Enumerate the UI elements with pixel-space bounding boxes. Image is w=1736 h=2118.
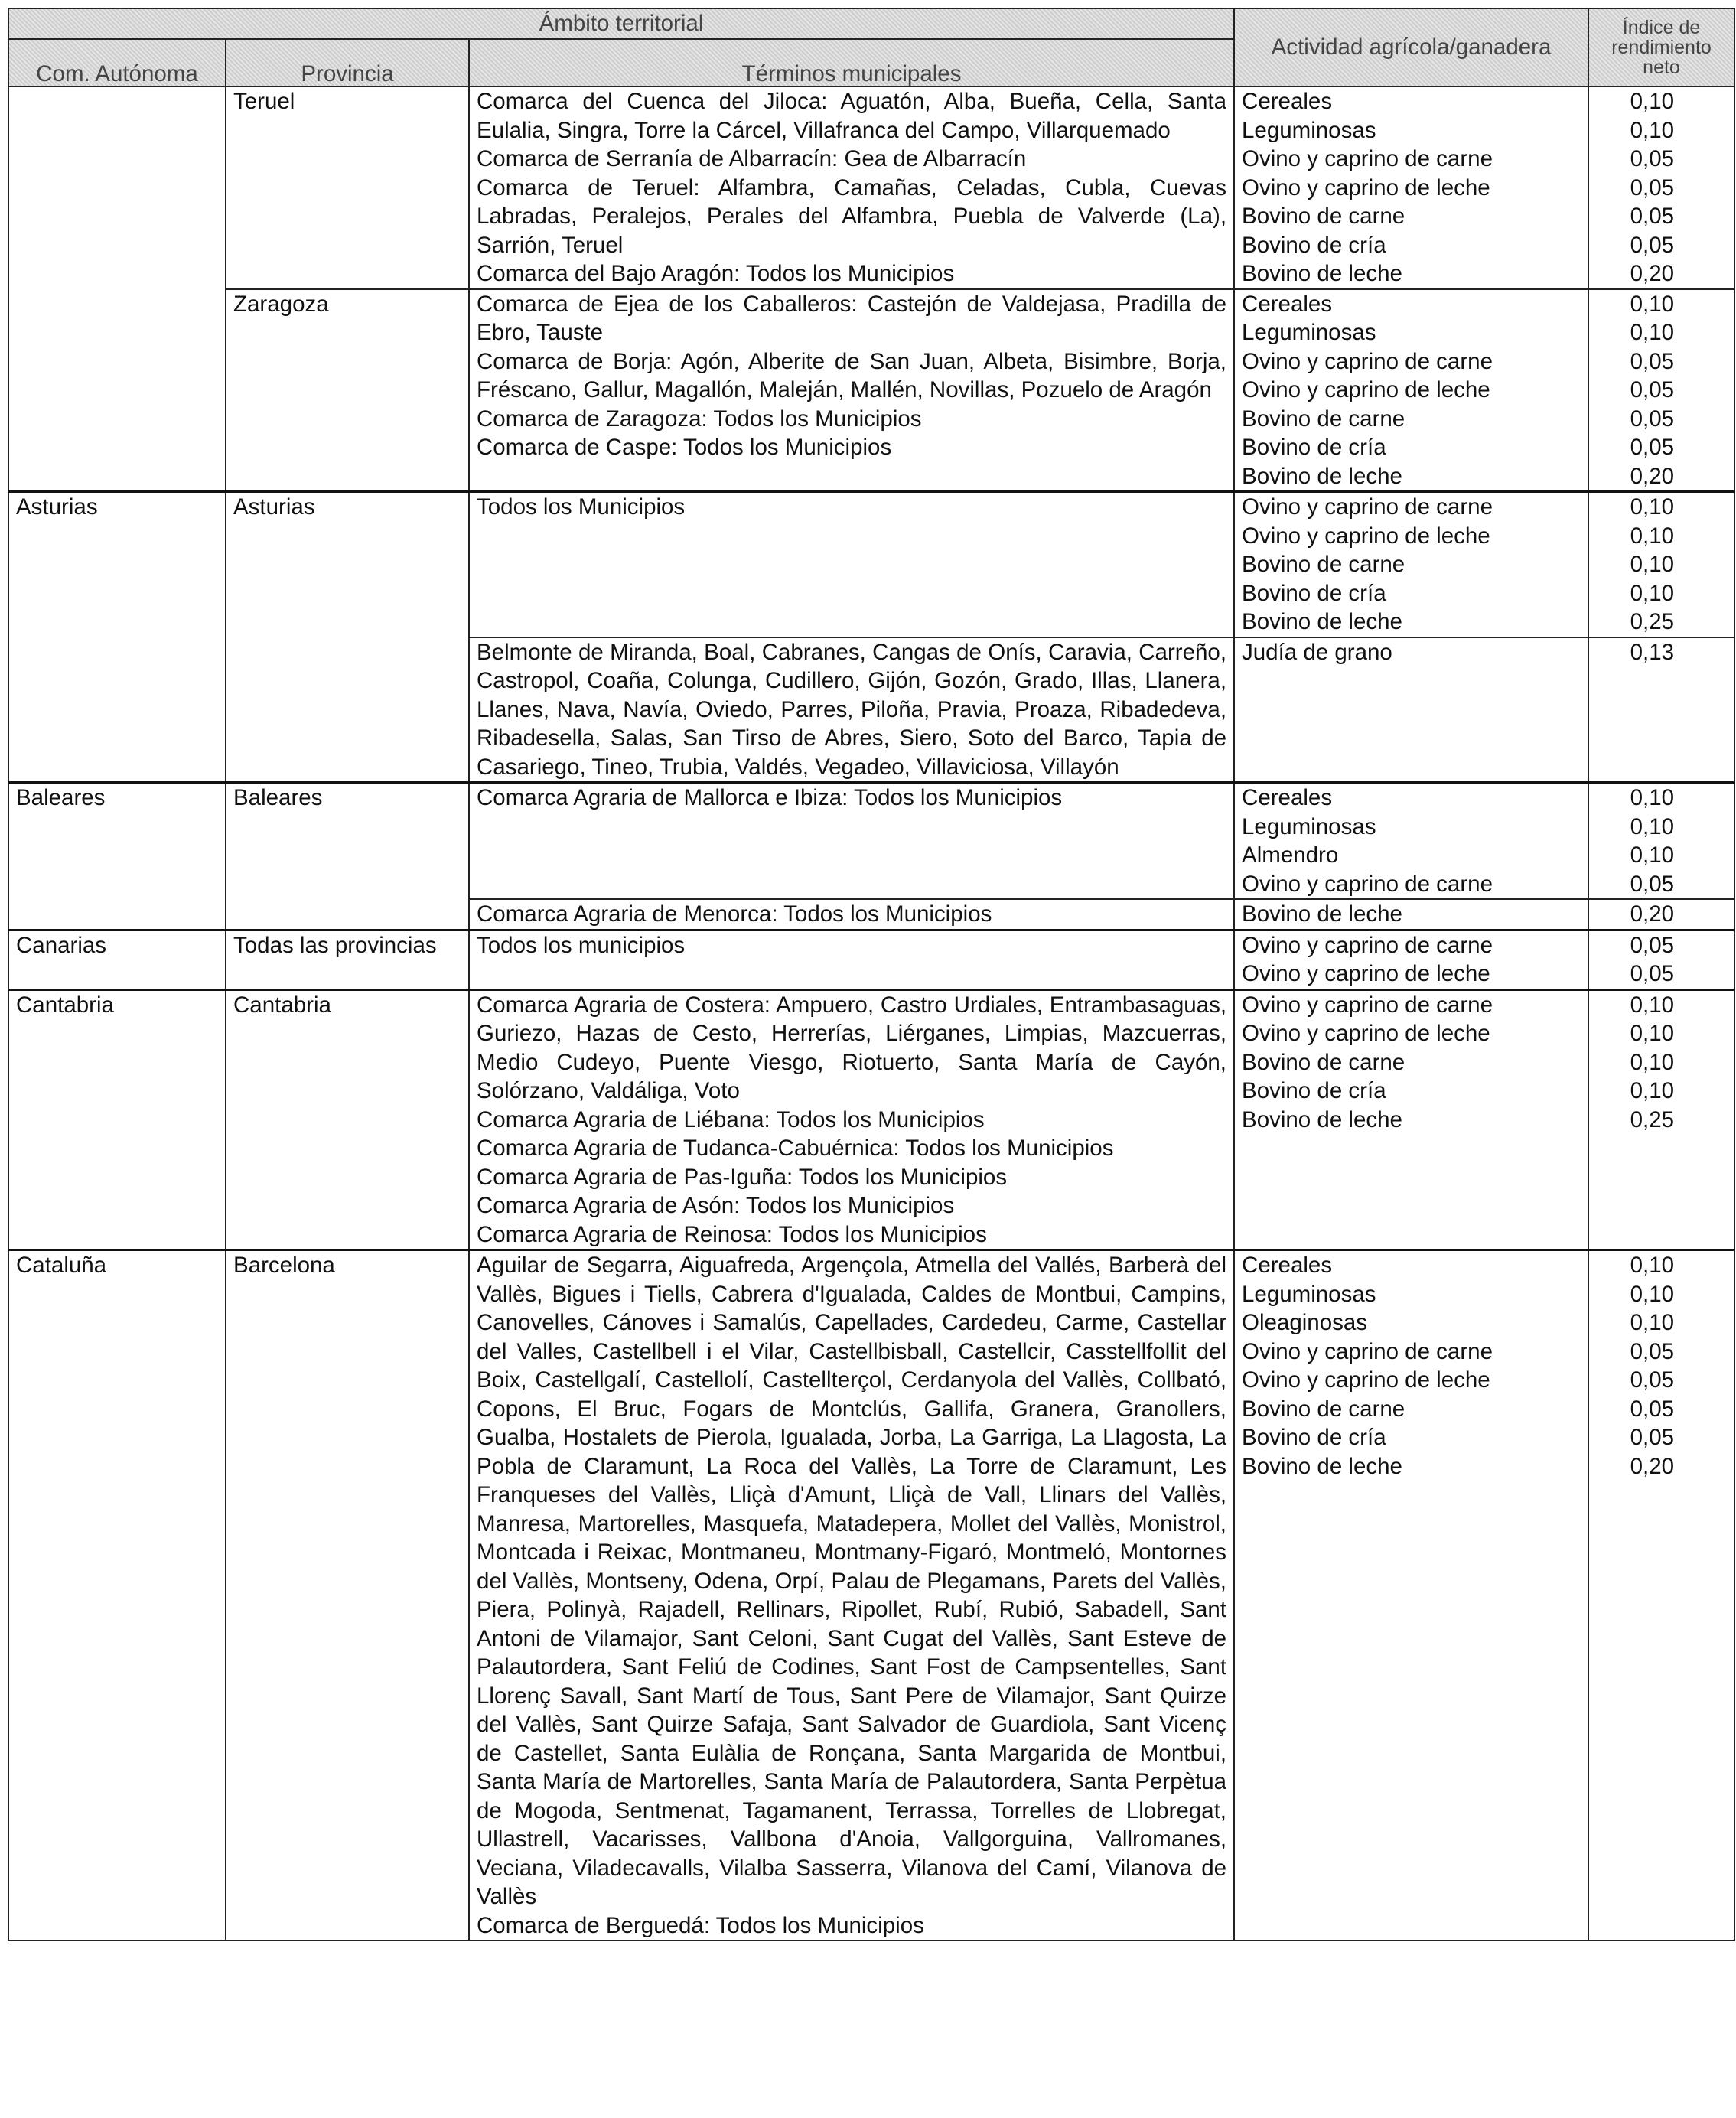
header-com-autonoma: Com. Autónoma bbox=[8, 39, 226, 86]
terminos-cell bbox=[469, 1250, 1234, 1941]
actividad-entry: Ovino y caprino de carne bbox=[1242, 992, 1493, 1018]
com-autonoma-cell: Cataluña bbox=[8, 1250, 226, 1941]
indice-value: 0,10 bbox=[1630, 320, 1675, 345]
indice-value: 0,25 bbox=[1630, 609, 1675, 634]
terminos-cell bbox=[469, 783, 1234, 900]
actividad-entry: Ovino y caprino de leche bbox=[1242, 1367, 1490, 1393]
document-page bbox=[8, 8, 1734, 1941]
header-actividad: Actividad agrícola/ganadera bbox=[1234, 8, 1588, 86]
table-row bbox=[8, 930, 1734, 989]
indice-value: 0,10 bbox=[1630, 992, 1675, 1018]
provincia-cell: Baleares bbox=[226, 783, 469, 900]
actividad-entry: Cereales bbox=[1242, 89, 1333, 114]
actividad-entry: Ovino y caprino de carne bbox=[1242, 1338, 1493, 1364]
indice-value: 0,10 bbox=[1630, 1281, 1675, 1307]
indice-value: 0,05 bbox=[1630, 871, 1675, 897]
termino-entry: Comarca Agraria de Pas-Iguña: Todos los Municipios bbox=[477, 1164, 1008, 1190]
terminos-cell bbox=[469, 899, 1234, 930]
termino-entry: Todos los Municipios bbox=[477, 494, 686, 520]
actividad-entry: Bovino de leche bbox=[1242, 901, 1402, 927]
termino-entry: Comarca Agraria de Costera: Ampuero, Castro Urdiales, Entrambasaguas, Guriezo, Hazas de Cesto, Herrerías, Liérganes, Limpias, Mazcuerras, Medio Cudeyo, Puente Viesgo, Riotuerto, Santa María de Cayón, Solórzano, Valdáliga, Voto bbox=[477, 992, 1227, 1103]
table-row bbox=[8, 86, 1734, 289]
indice-value: 0,10 bbox=[1630, 842, 1675, 868]
actividad-entry: Ovino y caprino de leche bbox=[1242, 523, 1490, 549]
termino-entry: Comarca Agraria de Asón: Todos los Municipios bbox=[477, 1193, 955, 1218]
header-ambito: Ámbito territorial bbox=[8, 8, 1234, 39]
termino-entry: Comarca Agraria de Liébana: Todos los Municipios bbox=[477, 1106, 985, 1132]
provincia-cell: Asturias bbox=[226, 492, 469, 637]
indice-value: 0,10 bbox=[1630, 1049, 1675, 1075]
actividad-entry: Cereales bbox=[1242, 785, 1333, 810]
indice-cell bbox=[1588, 989, 1734, 1250]
indice-value: 0,10 bbox=[1630, 1078, 1675, 1103]
indice-cell bbox=[1588, 86, 1734, 289]
actividad-entry: Cereales bbox=[1242, 291, 1333, 317]
provincia-cell bbox=[226, 899, 469, 930]
terminos-cell bbox=[469, 86, 1234, 289]
indice-cell bbox=[1588, 783, 1734, 900]
actividad-cell bbox=[1234, 899, 1588, 930]
terminos-cell bbox=[469, 492, 1234, 637]
com-autonoma-cell bbox=[8, 637, 226, 783]
actividad-cell bbox=[1234, 492, 1588, 637]
actividad-entry: Bovino de carne bbox=[1242, 406, 1405, 432]
indice-value: 0,20 bbox=[1630, 901, 1675, 927]
actividad-entry: Ovino y caprino de leche bbox=[1242, 174, 1490, 200]
table-row bbox=[8, 289, 1734, 492]
actividad-entry: Ovino y caprino de leche bbox=[1242, 377, 1490, 402]
indice-value: 0,20 bbox=[1630, 463, 1675, 489]
com-autonoma-cell: Cantabria bbox=[8, 989, 226, 1250]
actividad-entry: Leguminosas bbox=[1242, 813, 1376, 839]
provincia-cell: Cantabria bbox=[226, 989, 469, 1250]
actividad-entry: Ovino y caprino de carne bbox=[1242, 494, 1493, 520]
actividad-entry: Ovino y caprino de carne bbox=[1242, 932, 1493, 958]
indice-value: 0,25 bbox=[1630, 1106, 1675, 1132]
com-autonoma-cell: Canarias bbox=[8, 930, 226, 989]
indice-value: 0,10 bbox=[1630, 494, 1675, 520]
indice-value: 0,20 bbox=[1630, 261, 1675, 286]
actividad-entry: Bovino de carne bbox=[1242, 204, 1405, 229]
indice-value: 0,13 bbox=[1630, 639, 1675, 665]
actividad-cell bbox=[1234, 1250, 1588, 1941]
actividad-entry: Ovino y caprino de carne bbox=[1242, 871, 1493, 897]
incentives-table bbox=[8, 8, 1735, 1941]
actividad-entry: Cereales bbox=[1242, 1253, 1333, 1278]
indice-value: 0,10 bbox=[1630, 552, 1675, 577]
termino-entry: Aguilar de Segarra, Aiguafreda, Argençola, Atmella del Vallés, Barberà del Vallès, Bigues i Tiells, Cabrera d'Igualada, Caldes de Montbui, Campins, Canovelles, Cánoves i Samalús, Capellades, Cardedeu, Carme, Castellar del Valles, Castellbell i el Vilar, Castellbisball, Castellcir, Casstellfollit del Boix, Castellgalí, Castellolí, Castellterçol, Cerdanyola del Vallès, Collbató, Copons, El Bruc, Fogars de Montclús, Gallifa, Granera, Granollers, Gualba, Hostalets de Pierola, Igualada, Jorba, La Garriga, La Llagosta, La Pobla de Claramunt, La Roca del Vallès, La Torre de Claramunt, Les Franqueses del Vallès, Lliçà d'Amunt, Lliçà de Vall, Llinars del Vallès, Manresa, Martorelles, Masquefa, Matadepera, Mollet del Vallès, Monistrol, Montcada i Reixac, Montmaneu, Montmany-Figaró, Montmeló, Montornes del Vallès, Montseny, Odena, Orpí, Palau de Plegamans, Parets del Vallès, Piera, Polinyà, Rajadell, Rellinars, Ripollet, Rubí, Rubió, Sabadell, Sant Antoni de Vilamajor, Sant Celoni, Sant Cugat del Vallès, Sant Esteve de Palautordera, Sant Feliú de Codines, Sant Fost de Campsentelles, Sant Llorenç Savall, Sant Martí de Tous, Sant Pere de Vilamajor, Sant Quirze del Vallès, Sant Quirze Safaja, Sant Salvador de Guardiola, Sant Vicenç de Castellet, Santa Eulàlia de Ronçana, Santa Margarida de Montbui, Santa María de Martorelles, Santa María de Palautordera, Santa Perpètua de Mogoda, Sentmenat, Tagamanent, Terrassa, Torrelles de Llobregat, Ullastrell, Vacarisses, Vallbona d'Anoia, Vallgorguina, Vallromanes, Veciana, Viladecavalls, Vilalba Sasserra, Vilanova del Camí, Vilanova de Vallès bbox=[477, 1253, 1227, 1909]
table-row bbox=[8, 492, 1734, 637]
provincia-cell: Zaragoza bbox=[226, 289, 469, 492]
termino-entry: Comarca de Zaragoza: Todos los Municipios bbox=[477, 406, 922, 432]
provincia-cell bbox=[226, 637, 469, 783]
actividad-entry: Ovino y caprino de carne bbox=[1242, 348, 1493, 374]
indice-value: 0,05 bbox=[1630, 435, 1675, 460]
indice-value: 0,10 bbox=[1630, 523, 1675, 549]
provincia-cell: Barcelona bbox=[226, 1250, 469, 1941]
termino-entry: Comarca Agraria de Reinosa: Todos los Municipios bbox=[477, 1221, 987, 1247]
termino-entry: Comarca de Borja: Agón, Alberite de San Juan, Albeta, Bisimbre, Borja, Fréscano, Gallur, Magallón, Maleján, Mallén, Novillas, Pozuelo de Aragón bbox=[477, 348, 1227, 402]
header-terminos: Términos municipales bbox=[469, 39, 1234, 86]
termino-entry: Comarca de Serranía de Albarracín: Gea de Albarracín bbox=[477, 146, 1027, 171]
actividad-entry: Bovino de leche bbox=[1242, 1106, 1402, 1132]
actividad-entry: Leguminosas bbox=[1242, 1281, 1376, 1307]
terminos-cell bbox=[469, 637, 1234, 783]
termino-entry: Todos los municipios bbox=[477, 932, 686, 958]
actividad-cell bbox=[1234, 989, 1588, 1250]
actividad-entry: Ovino y caprino de leche bbox=[1242, 961, 1490, 986]
terminos-cell bbox=[469, 989, 1234, 1250]
actividad-entry: Almendro bbox=[1242, 842, 1339, 868]
termino-entry: Comarca de Ejea de los Caballeros: Castejón de Valdejasa, Pradilla de Ebro, Tauste bbox=[477, 291, 1227, 345]
indice-value: 0,05 bbox=[1630, 146, 1675, 171]
table-row bbox=[8, 1250, 1734, 1941]
com-autonoma-cell bbox=[8, 86, 226, 289]
actividad-entry: Bovino de carne bbox=[1242, 1049, 1405, 1075]
indice-value: 0,10 bbox=[1630, 89, 1675, 114]
indice-value: 0,10 bbox=[1630, 1253, 1675, 1278]
actividad-entry: Bovino de cría bbox=[1242, 435, 1386, 460]
termino-entry: Comarca Agraria de Mallorca e Ibiza: Todos los Municipios bbox=[477, 785, 1063, 810]
actividad-entry: Ovino y caprino de carne bbox=[1242, 146, 1493, 171]
com-autonoma-cell bbox=[8, 899, 226, 930]
indice-value: 0,05 bbox=[1630, 1338, 1675, 1364]
actividad-entry: Oleaginosas bbox=[1242, 1310, 1368, 1335]
indice-cell bbox=[1588, 637, 1734, 783]
termino-entry: Belmonte de Miranda, Boal, Cabranes, Cangas de Onís, Caravia, Carreño, Castropol, Coaña, Colunga, Cudillero, Gijón, Gozón, Grado, Illas, Llanera, Llanes, Nava, Navía, Oviedo, Parres, Piloña, Pravia, Proaza, Ribadedeva, Ribadesella, Salas, San Tirso de Abres, Siero, Soto del Barco, Tapia de Casariego, Tineo, Trubia, Valdés, Vegadeo, Villaviciosa, Villayón bbox=[477, 639, 1227, 780]
termino-entry: Comarca de Caspe: Todos los Municipios bbox=[477, 435, 892, 460]
indice-value: 0,05 bbox=[1630, 232, 1675, 258]
termino-entry: Comarca de Teruel: Alfambra, Camañas, Celadas, Cubla, Cuevas Labradas, Peralejos, Perales del Alfambra, Puebla de Valverde (La), Sarrión, Teruel bbox=[477, 174, 1227, 258]
actividad-entry: Bovino de leche bbox=[1242, 609, 1402, 634]
indice-value: 0,05 bbox=[1630, 348, 1675, 374]
indice-cell bbox=[1588, 289, 1734, 492]
header-provincia: Provincia bbox=[226, 39, 469, 86]
terminos-cell bbox=[469, 930, 1234, 989]
table-row bbox=[8, 783, 1734, 900]
termino-entry: Comarca del Bajo Aragón: Todos los Municipios bbox=[477, 261, 955, 286]
table-body bbox=[8, 86, 1734, 1940]
actividad-entry: Bovino de carne bbox=[1242, 1396, 1405, 1422]
actividad-entry: Leguminosas bbox=[1242, 320, 1376, 345]
actividad-entry: Bovino de cría bbox=[1242, 1425, 1386, 1450]
indice-cell bbox=[1588, 492, 1734, 637]
indice-value: 0,10 bbox=[1630, 1021, 1675, 1046]
actividad-entry: Bovino de carne bbox=[1242, 552, 1405, 577]
indice-value: 0,20 bbox=[1630, 1453, 1675, 1479]
table-row bbox=[8, 989, 1734, 1250]
com-autonoma-cell: Asturias bbox=[8, 492, 226, 637]
actividad-cell bbox=[1234, 637, 1588, 783]
indice-value: 0,05 bbox=[1630, 204, 1675, 229]
actividad-cell bbox=[1234, 289, 1588, 492]
indice-value: 0,05 bbox=[1630, 932, 1675, 958]
indice-value: 0,10 bbox=[1630, 1310, 1675, 1335]
indice-value: 0,10 bbox=[1630, 117, 1675, 143]
indice-value: 0,05 bbox=[1630, 1367, 1675, 1393]
actividad-entry: Bovino de leche bbox=[1242, 463, 1402, 489]
actividad-entry: Bovino de cría bbox=[1242, 232, 1386, 258]
table-row bbox=[8, 637, 1734, 783]
indice-value: 0,05 bbox=[1630, 174, 1675, 200]
indice-value: 0,05 bbox=[1630, 1425, 1675, 1450]
indice-value: 0,10 bbox=[1630, 580, 1675, 606]
indice-value: 0,10 bbox=[1630, 291, 1675, 317]
indice-value: 0,10 bbox=[1630, 785, 1675, 810]
actividad-entry: Bovino de cría bbox=[1242, 580, 1386, 606]
indice-cell bbox=[1588, 1250, 1734, 1941]
termino-entry: Comarca Agraria de Tudanca-Cabuérnica: Todos los Municipios bbox=[477, 1136, 1114, 1161]
indice-value: 0,05 bbox=[1630, 961, 1675, 986]
provincia-cell: Teruel bbox=[226, 86, 469, 289]
termino-entry: Comarca de Berguedá: Todos los Municipios bbox=[477, 1912, 924, 1938]
com-autonoma-cell bbox=[8, 289, 226, 492]
actividad-entry: Bovino de leche bbox=[1242, 261, 1402, 286]
actividad-entry: Leguminosas bbox=[1242, 117, 1376, 143]
header-indice: Índice de rendimiento neto bbox=[1588, 8, 1734, 86]
indice-value: 0,10 bbox=[1630, 813, 1675, 839]
actividad-entry: Bovino de leche bbox=[1242, 1453, 1402, 1479]
indice-cell bbox=[1588, 899, 1734, 930]
table-row bbox=[8, 899, 1734, 930]
termino-entry: Comarca del Cuenca del Jiloca: Aguatón, Alba, Bueña, Cella, Santa Eulalia, Singra, Torre la Cárcel, Villafranca del Campo, Villarquemado bbox=[477, 89, 1227, 143]
actividad-cell bbox=[1234, 86, 1588, 289]
actividad-entry: Ovino y caprino de leche bbox=[1242, 1021, 1490, 1046]
table-header bbox=[8, 8, 1734, 86]
indice-value: 0,05 bbox=[1630, 1396, 1675, 1422]
indice-value: 0,05 bbox=[1630, 377, 1675, 402]
terminos-cell bbox=[469, 289, 1234, 492]
actividad-entry: Bovino de cría bbox=[1242, 1078, 1386, 1103]
actividad-cell bbox=[1234, 930, 1588, 989]
termino-entry: Comarca Agraria de Menorca: Todos los Municipios bbox=[477, 901, 992, 927]
com-autonoma-cell: Baleares bbox=[8, 783, 226, 900]
actividad-cell bbox=[1234, 783, 1588, 900]
indice-cell bbox=[1588, 930, 1734, 989]
provincia-cell: Todas las provincias bbox=[226, 930, 469, 989]
indice-value: 0,05 bbox=[1630, 406, 1675, 432]
actividad-entry: Judía de grano bbox=[1242, 639, 1392, 665]
